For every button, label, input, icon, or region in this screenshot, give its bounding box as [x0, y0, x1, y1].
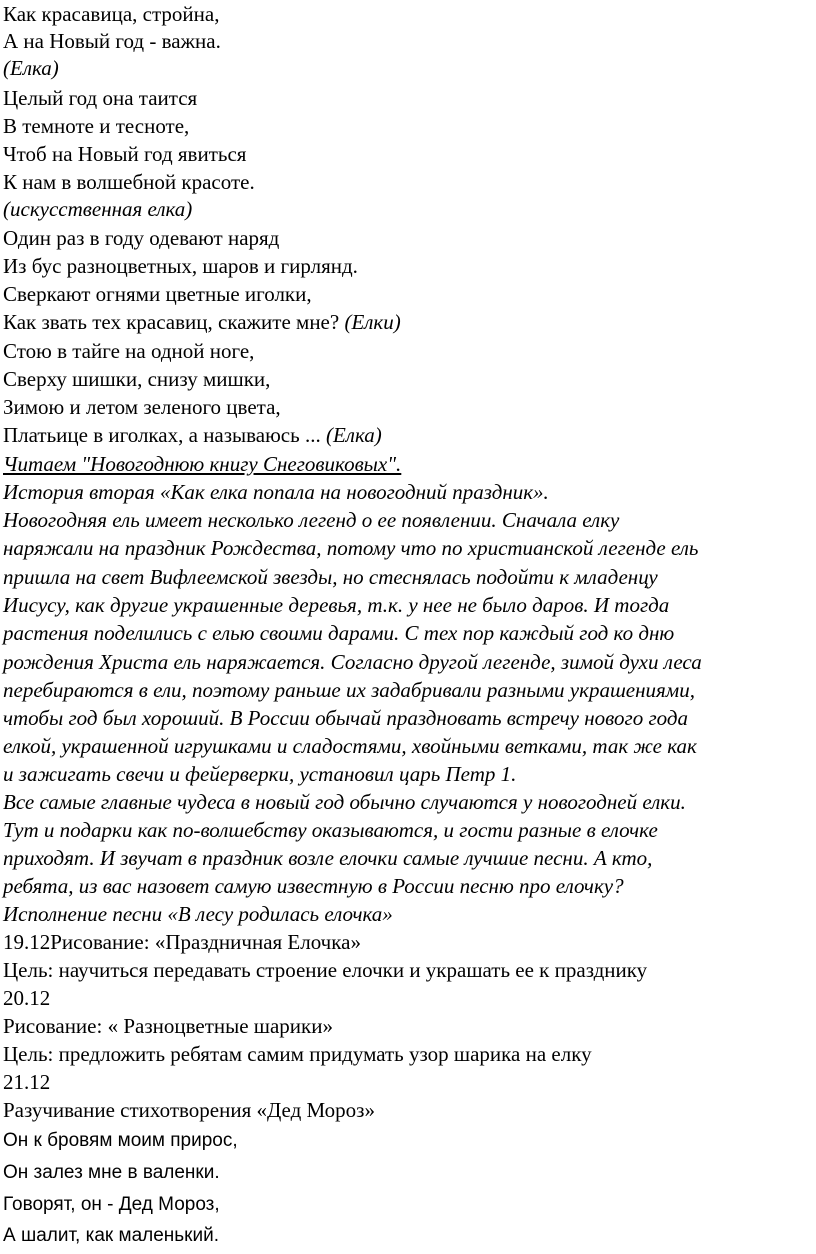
riddle-answer: (искусственная елка) [3, 197, 193, 221]
story-line: Тут и подарки как по-волшебству оказываются, и гости разные в елочке [3, 818, 658, 842]
riddle-line: К нам в волшебной красоте. [3, 170, 255, 194]
activity-date: 21.12 [3, 1070, 51, 1094]
story-line: чтобы год был хороший. В России обычай праздновать встречу нового года [3, 706, 688, 730]
riddle-line: Сверкают огнями цветные иголки, [3, 282, 312, 306]
story-line: растения поделились с елью своими дарами. С тех пор каждый год ко дню [3, 621, 675, 645]
activity-goal: Цель: предложить ребятам самим придумать узор шарика на елку [3, 1042, 592, 1066]
riddle-line: А на Новый год - важна. [3, 29, 221, 53]
riddle-answer: (Елка) [3, 56, 59, 80]
riddle-line: Сверху шишки, снизу мишки, [3, 367, 271, 391]
riddle-line: Чтоб на Новый год явиться [3, 142, 247, 166]
activity-poem-learning: Разучивание стихотворения «Дед Мороз» [3, 1098, 375, 1122]
story-line: Иисусу, как другие украшенные деревья, т.к. у нее не было даров. И тогда [3, 593, 670, 617]
poem-line: А шалит, как маленький. [3, 1225, 219, 1246]
story-line: Новогодняя ель имеет несколько легенд о ее появлении. Сначала елку [3, 508, 620, 532]
poem-line: Он залез мне в валенки. [3, 1162, 220, 1183]
song-performance: Исполнение песни «В лесу родилась елочка» [3, 902, 393, 926]
story-line: и зажигать свечи и фейерверки, установил царь Петр 1. [3, 762, 517, 786]
riddle-line: Один раз в году одевают наряд [3, 226, 280, 250]
riddle-line: Как звать тех красавиц, скажите мне? [3, 310, 340, 334]
riddle-line: В темноте и тесноте, [3, 114, 190, 138]
riddle-line: Из бус разноцветных, шаров и гирлянд. [3, 254, 358, 278]
poem-line: Он к бровям моим прирос, [3, 1130, 238, 1151]
riddle-line: Зимою и летом зеленого цвета, [3, 395, 281, 419]
riddle-answer: (Елки) [344, 310, 401, 334]
riddle-answer: (Елка) [325, 423, 382, 447]
riddle-line-with-answer [3, 309, 401, 336]
activity-drawing-tree: 19.12Рисование: «Праздничная Елочка» [3, 930, 361, 954]
story-line: наряжали на праздник Рождества, потому что по христианской легенде ель [3, 536, 699, 560]
activity-date: 20.12 [3, 986, 51, 1010]
riddle-line: Целый год она таится [3, 86, 198, 110]
story-line: елкой, украшенной игрушками и сладостями, хвойными ветками, так же как [3, 734, 697, 758]
story-line: ребята, из вас назовет самую известную в России песню про елочку? [3, 874, 624, 898]
poem-line: Говорят, он - Дед Мороз, [3, 1194, 220, 1215]
story-line: рождения Христа ель наряжается. Согласно другой легенде, зимой духи леса [3, 650, 702, 674]
story-line: пришла на свет Вифлеемской звезды, но стеснялась подойти к младенцу [3, 565, 658, 589]
story-title: История вторая «Как елка попала на новогодний праздник». [3, 480, 549, 504]
reading-heading: Читаем "Новогоднюю книгу Снеговиковых". [3, 452, 402, 476]
story-line: перебираются в ели, поэтому раньше их задабривали разными украшениями, [3, 678, 695, 702]
riddle-line: Платьице в иголках, а называюсь ... [3, 423, 321, 447]
riddle-line-with-answer [3, 422, 382, 449]
riddle-line: Стою в тайге на одной ноге, [3, 339, 255, 363]
activity-drawing-balls: Рисование: « Разноцветные шарики» [3, 1014, 333, 1038]
story-line: Все самые главные чудеса в новый год обычно случаются у новогодней елки. [3, 790, 686, 814]
activity-goal: Цель: научиться передавать строение елочки и украшать ее к празднику [3, 958, 648, 982]
riddle-line: Как красавица, стройна, [3, 2, 220, 26]
story-line: приходят. И звучат в праздник возле елочки самые лучшие песни. А кто, [3, 846, 653, 870]
